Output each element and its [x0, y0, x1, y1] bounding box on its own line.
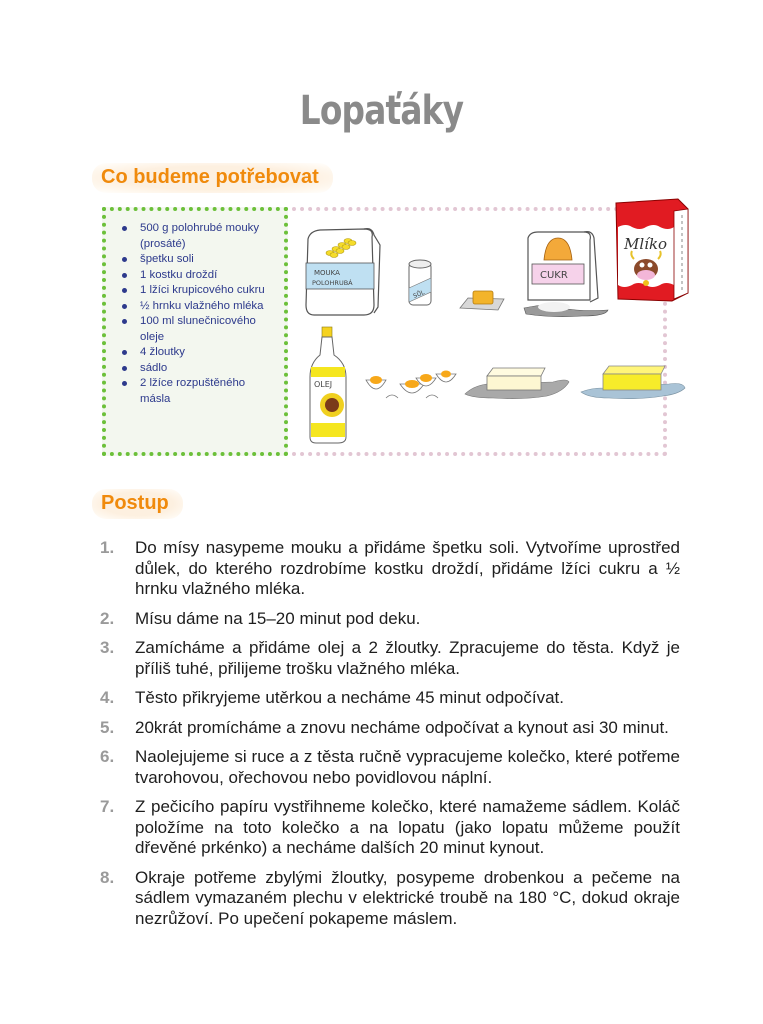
- salt-label: SŮL: [412, 289, 426, 300]
- step-text: Mísu dáme na 15–20 minut pod deku.: [135, 608, 421, 628]
- oil-label: OLEJ: [314, 380, 333, 389]
- page-title: Lopaťáky: [299, 88, 464, 134]
- step-item: [100, 609, 680, 630]
- sugar-bag-illustration: [522, 228, 612, 320]
- method-heading: Postup: [92, 489, 183, 519]
- yeast-illustration: [458, 288, 508, 312]
- ingredient-item: 1 lžíci krupicového cukru: [118, 283, 278, 299]
- step-number: 3.: [100, 638, 115, 657]
- step-item: [100, 638, 680, 679]
- step-number: 6.: [100, 747, 115, 766]
- flour-label-1: MOUKA: [314, 269, 340, 277]
- ingredients-heading: Co budeme potřebovat: [92, 163, 333, 193]
- step-item: [100, 747, 680, 788]
- step-text: Okraje potřeme zbylými žloutky, posypeme drobenkou a pečeme na sádlem vymazaném plechu v elektrické troubě na 180 °C, dokud okraje nezrůžoví. Po upečení pokapeme máslem.: [135, 867, 680, 928]
- ingredient-item: 2 lžíce rozpuštěného másla: [118, 376, 278, 407]
- step-text: Těsto přikryjeme utěrkou a necháme 45 minut odpočívat.: [135, 688, 564, 707]
- method-steps: [100, 538, 680, 938]
- ingredient-item: 500 g polohrubé mouky (prosáté): [118, 221, 278, 252]
- step-item: [100, 688, 680, 709]
- ingredient-item: 1 kostku droždí: [118, 268, 278, 284]
- step-item: [100, 718, 680, 739]
- step-text: 20krát promícháme a znovu necháme odpočívat a kynout asi 30 minut.: [135, 717, 669, 737]
- step-text: Do mísy nasypeme mouku a přidáme špetku soli. Vytvoříme uprostřed důlek, do kterého rozdrobíme kostku droždí, přidáme lžíci cukru a ½ hrnku vlažného mléka.: [135, 538, 680, 598]
- ingredients-box: [102, 207, 288, 456]
- flour-bag-illustration: [300, 225, 382, 320]
- butter-illustration: [579, 362, 687, 402]
- ingredient-item: ½ hrnku vlažného mléka: [118, 299, 278, 315]
- step-item: [100, 797, 680, 859]
- step-number: 7.: [100, 797, 115, 816]
- step-number: 4.: [100, 688, 115, 707]
- oil-bottle-illustration: [306, 325, 350, 445]
- step-number: 2.: [100, 608, 115, 628]
- step-item: [100, 538, 680, 600]
- milk-carton-illustration: [612, 197, 692, 303]
- step-text: Naolejujeme si ruce a z těsta ručně vypracujeme kolečko, které potřeme tvarohovou, ořechovou nebo povidlovou náplní.: [135, 747, 680, 787]
- sugar-label: CUKR: [540, 270, 568, 281]
- flour-label-2: POLOHRUBÁ: [312, 279, 353, 287]
- lard-illustration: [463, 362, 571, 402]
- ingredient-item: 100 ml slunečnicového oleje: [118, 314, 278, 345]
- step-number: 5.: [100, 717, 115, 737]
- milk-label: Mlíko: [624, 235, 668, 253]
- salt-shaker-illustration: [405, 258, 435, 308]
- step-text: Zamícháme a přidáme olej a 2 žloutky. Zpracujeme do těsta. Když je příliš tuhé, přilijeme trošku vlažného mléka.: [135, 638, 680, 678]
- ingredient-item: sádlo: [118, 361, 278, 377]
- step-number: 8.: [100, 867, 115, 887]
- ingredients-list: [106, 211, 284, 407]
- ingredient-item: špetku soli: [118, 252, 278, 268]
- egg-yolks-illustration: [362, 368, 460, 404]
- ingredient-item: 4 žloutky: [118, 345, 278, 361]
- step-item: [100, 868, 680, 930]
- step-text: Z pečicího papíru vystřihneme kolečko, které namažeme sádlem. Koláč položíme na toto kolečko a na lopatu (jako lopatu můžeme použít dřevěné prkénko) a necháme dalších 20 minut kynout.: [135, 797, 680, 857]
- step-number: 1.: [100, 538, 115, 557]
